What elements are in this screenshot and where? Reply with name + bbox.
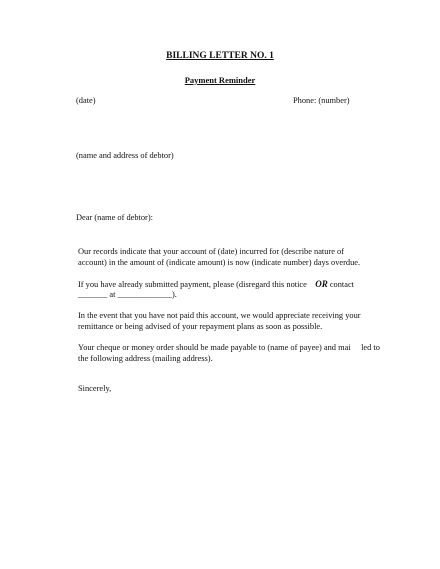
- date-placeholder: (date): [76, 96, 96, 105]
- paragraph-2-text: If you have already submitted payment, please (disregard this notice: [78, 280, 307, 289]
- letter-subtitle: Payment Reminder: [184, 75, 256, 85]
- paragraph-3-line-2: remittance or being advised of your repayment plans as soon as possible.: [78, 322, 323, 331]
- salutation: Dear (name of debtor):: [76, 213, 153, 222]
- paragraph-4-line-1: Your cheque or money order should be made payable to (name of payee) and mai led to: [78, 343, 380, 352]
- phone-line: Phone: (number): [293, 96, 350, 105]
- debtor-address-placeholder: (name and address of debtor): [76, 151, 174, 160]
- closing: Sincerely,: [78, 384, 112, 393]
- or-emphasis: OR: [315, 279, 328, 289]
- paragraph-2-line-1: [78, 279, 354, 291]
- paragraph-1-line-2: account) in the amount of (indicate amount) is now (indicate number) days overdue.: [78, 258, 361, 267]
- paragraph-2-contact: contact: [327, 280, 355, 289]
- letter-title: BILLING LETTER NO. 1: [166, 51, 274, 61]
- paragraph-3-line-1: In the event that you have not paid this account, we would appreciate receiving your: [78, 311, 361, 320]
- paragraph-4-line-2: the following address (mailing address).: [78, 354, 213, 363]
- paragraph-2-line-2: _______ at _____________).: [78, 290, 177, 299]
- paragraph-1-line-1: Our records indicate that your account of (date) incurred for (describe nature of: [78, 247, 345, 256]
